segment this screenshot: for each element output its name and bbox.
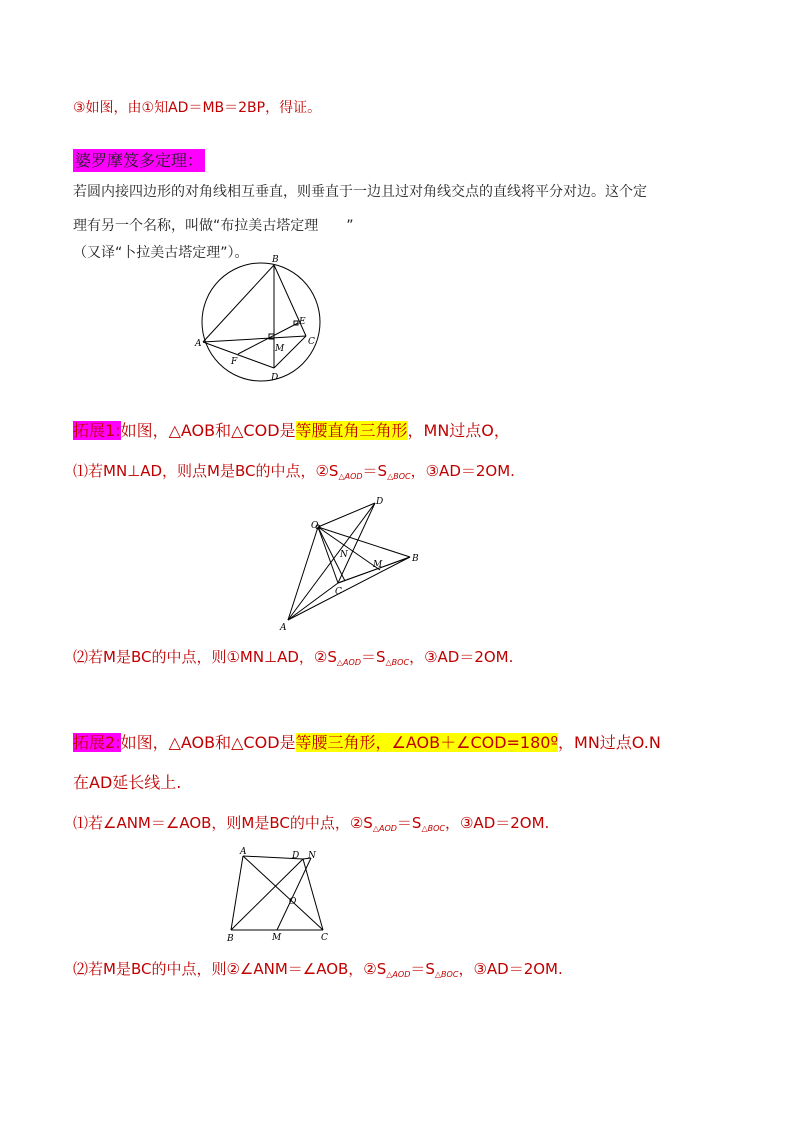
ext1-figure: [280, 495, 420, 633]
brahma-title-text: 婆罗摩笈多定理：: [75, 151, 204, 170]
ext2-figure: [225, 848, 340, 946]
ext1-q1-b: ＝S: [362, 462, 388, 480]
ext1-q1-a: ⑴若MN⊥AD，则点M是BC的中点，②S: [73, 462, 339, 480]
ext2-q1: [73, 812, 549, 833]
label-E: E: [299, 317, 306, 327]
ext1-q2-c: ，③AD＝2OM.: [409, 648, 514, 666]
ext2-q2-c: ，③AD＝2OM.: [458, 960, 563, 978]
label-M: M: [275, 344, 285, 354]
label-N: N: [308, 851, 316, 861]
seg-AB: [203, 265, 274, 342]
label-B: B: [412, 554, 419, 564]
ext2-q2: [73, 958, 563, 979]
brahma-para-1: 若圆内接四边形的对角线相互垂直，则垂直于一边且过对角线交点的直线将平分对边。这个定: [73, 184, 647, 200]
label-D: D: [292, 851, 300, 861]
proof-line: ③如图，由①知AD＝MB＝2BP，得证。: [73, 100, 322, 116]
seg-DA: [203, 342, 274, 368]
brahma-figure: [195, 255, 325, 383]
label-O: O: [311, 521, 319, 531]
brahma-para-2: 理有另一个名称，叫做“布拉美古塔定理 ”: [73, 218, 354, 234]
ext2-q2-sub2: △BOC: [434, 970, 459, 979]
ext1-q2: [73, 646, 513, 667]
label-A: A: [240, 847, 247, 857]
ext1-q1-c: ，③AD＝2OM.: [410, 462, 515, 480]
ext1-q1: [73, 460, 515, 481]
ext1-q2-a: ⑵若M是BC的中点，则①MN⊥AD，②S: [73, 648, 337, 666]
diag-AC: [203, 336, 306, 342]
label-M: M: [272, 933, 282, 943]
ext2-tag: 拓展2:: [73, 733, 121, 752]
label-D: D: [271, 373, 279, 383]
ext2-intro: [73, 730, 661, 753]
label-B: B: [227, 934, 234, 944]
label-F: F: [231, 357, 238, 367]
ext2-q2-b: ＝S: [410, 960, 435, 978]
brahma-title: [73, 148, 205, 171]
brahma-para-3: （又译“卜拉美古塔定理”）。: [73, 245, 249, 261]
ext1-q1-sub2: △BOC: [387, 472, 411, 481]
seg-FE: [238, 323, 298, 354]
label-D: D: [376, 497, 384, 507]
label-M: M: [373, 560, 383, 570]
ext2-q1-a: ⑴若∠ANM＝∠AOB，则M是BC的中点，②S: [73, 814, 373, 832]
ext2-q1-sub1: △AOD: [372, 824, 397, 833]
ext1-q2-sub1: △AOD: [336, 658, 361, 667]
label-C: C: [308, 337, 315, 347]
ext1-intro-highlight: 等腰直角三角形: [295, 421, 408, 440]
ext2-intro-2: 在AD延长线上.: [73, 773, 182, 792]
ext2-intro-highlight: 等腰三角形，∠AOB＋∠COD=180º: [295, 733, 559, 752]
ext2-intro-a: 如图，△AOB和△COD是: [120, 733, 296, 752]
ext2-intro-b: ，MN过点O.N: [558, 733, 661, 752]
ext1-intro-b: ，MN过点O，: [407, 421, 510, 440]
ext2-q2-a: ⑵若M是BC的中点，则②∠ANM＝∠AOB，②S: [73, 960, 387, 978]
ext1-intro-a: 如图，△AOB和△COD是: [120, 421, 296, 440]
ext1-q2-sub2: △BOC: [385, 658, 410, 667]
ext1-q2-b: ＝S: [361, 648, 386, 666]
ext1-intro: [73, 418, 510, 441]
label-C: C: [321, 933, 328, 943]
ext1-q1-sub1: △AOD: [338, 472, 363, 481]
label-N: N: [340, 550, 348, 560]
label-C: C: [335, 587, 342, 597]
ext2-q1-b: ＝S: [396, 814, 422, 832]
label-A: A: [195, 339, 202, 349]
ext2-q1-sub2: △BOC: [421, 824, 445, 833]
label-A: A: [280, 623, 287, 633]
label-B: B: [272, 255, 279, 265]
ext2-q1-c: ，③AD＝2OM.: [444, 814, 550, 832]
label-O: O: [289, 897, 297, 907]
ext1-tag: 拓展1:: [73, 421, 121, 440]
ext2-q2-sub1: △AOD: [386, 970, 411, 979]
